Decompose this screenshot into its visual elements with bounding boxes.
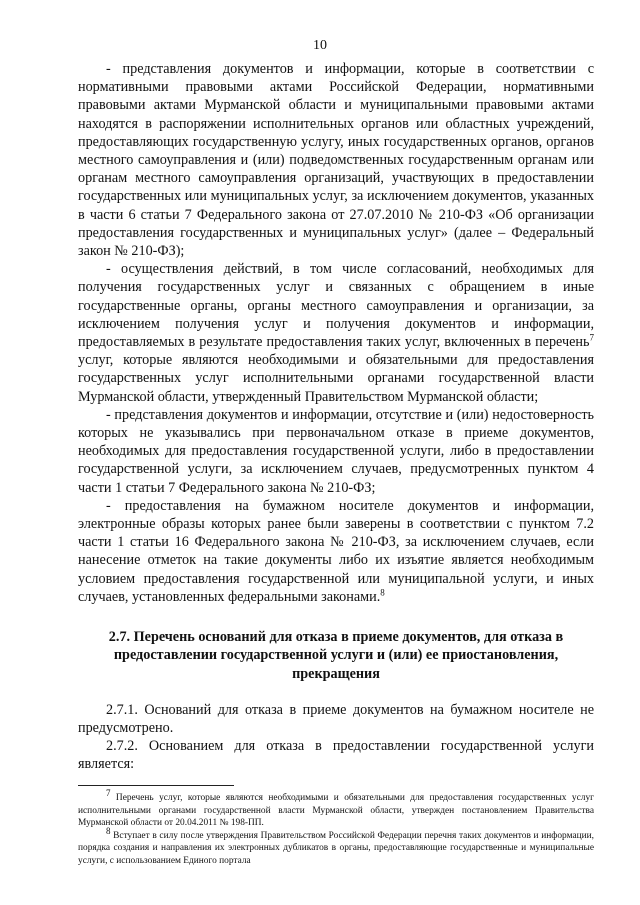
footnote-ref-7[interactable]: 7 [589, 332, 594, 343]
footnote-separator [78, 785, 234, 786]
paragraph-2-7-1: 2.7.1. Оснований для отказа в приеме документов на бумажном носителе не предусмотрено. [78, 701, 594, 736]
paragraph-documents-info [78, 60, 594, 260]
footnote-7 [78, 787, 594, 830]
paragraph-text: - предоставления на бумажном носителе документов и информации, электронные образы которых ранее были заверены в соответствии с пунктом 7.2 части 1 статьи 16 Федерального закона № 210-ФЗ, за исключением случаев, если нанесение отметок на такие документы либо их изъятие является необходимым условием предоставления государственной или муниципальной услуги, и иных случаев, установленных федеральными законами. [78, 497, 594, 605]
paragraph-text: - представления документов и информации, которые в соответствии с нормативными правовыми актами Российской Федерации, нормативными правовыми актами Мурманской области и муниципальными правовыми актами находятся в распоряжении исполнительных органов или областных учреждений, предоставляющих государственную услугу, иных государственных органов, органов местного самоуправления и (или) подведомственных государственным органам или органам местного самоуправления организаций, участвующих в предоставлении государственных или муниципальных услуг, за исключением документов, указанных в части 6 статьи 7 Федерального закона от 27.07.2010 № 210-ФЗ «Об организации предоставления государственных и муниципальных услуг» (далее – Федеральный закон № 210-ФЗ); [78, 61, 594, 260]
paragraph-actions [78, 260, 594, 406]
page-number: 10 [313, 38, 327, 53]
paragraph-unreliability [78, 406, 594, 497]
footnote-text: Перечень услуг, которые являются необходимыми и обязательными для предоставления государственных услуг исполнительными органами государственной власти Мурманской области, утвержден постановлением Правительства Мурманской области от 20.04.2011 № 198-ПП. [78, 793, 594, 829]
paragraph-text: - осуществления действий, в том числе согласований, необходимых для получения государственных услуг и связанных с обращением в иные государственные органы, органы местного самоуправления и организации, за исключением получения услуг и получения документов и информации, предоставляемых в результате предоставления таких услуг, включенных в перечень [78, 261, 594, 351]
footnote-marker-8: 8 [106, 825, 111, 836]
paragraph-2-7-2: 2.7.2. Основанием для отказа в предоставлении государственной услуги является: [78, 738, 594, 773]
footnote-text: Вступает в силу после утверждения Правительством Российской Федерации перечня таких документов и информации, порядка создания и направления их электронных дубликатов в органы, предоставляющие государственные и муниципальные услуги, с использованием Единого портала [78, 830, 594, 866]
paragraph-text: - представления документов и информации, отсутствие и (или) недостоверность которых не указывались при первоначальном отказе в приеме документов, необходимых для предоставления государственной услуги, либо в предоставлении государственной услуги, за исключением случаев, предусмотренных пунктом 4 части 1 статьи 7 Федерального закона № 210-ФЗ; [78, 406, 594, 496]
section-heading: 2.7. Перечень оснований для отказа в приеме документов, для отказа в предоставлении государственной услуги и (или) ее приостановления, прекращения [108, 629, 564, 682]
document-body [78, 60, 594, 774]
footnote-ref-8[interactable]: 8 [380, 587, 385, 598]
paragraph-text: услуг, которые являются необходимыми и обязательными для предоставления государственных услуг исполнительными органами государственной власти Мурманской области, утвержденный Правительством Мурманской области; [78, 352, 594, 405]
footnotes [78, 787, 594, 868]
footnote-marker-7: 7 [106, 787, 111, 798]
paragraph-paper-documents [78, 497, 594, 606]
footnote-8 [78, 825, 594, 868]
